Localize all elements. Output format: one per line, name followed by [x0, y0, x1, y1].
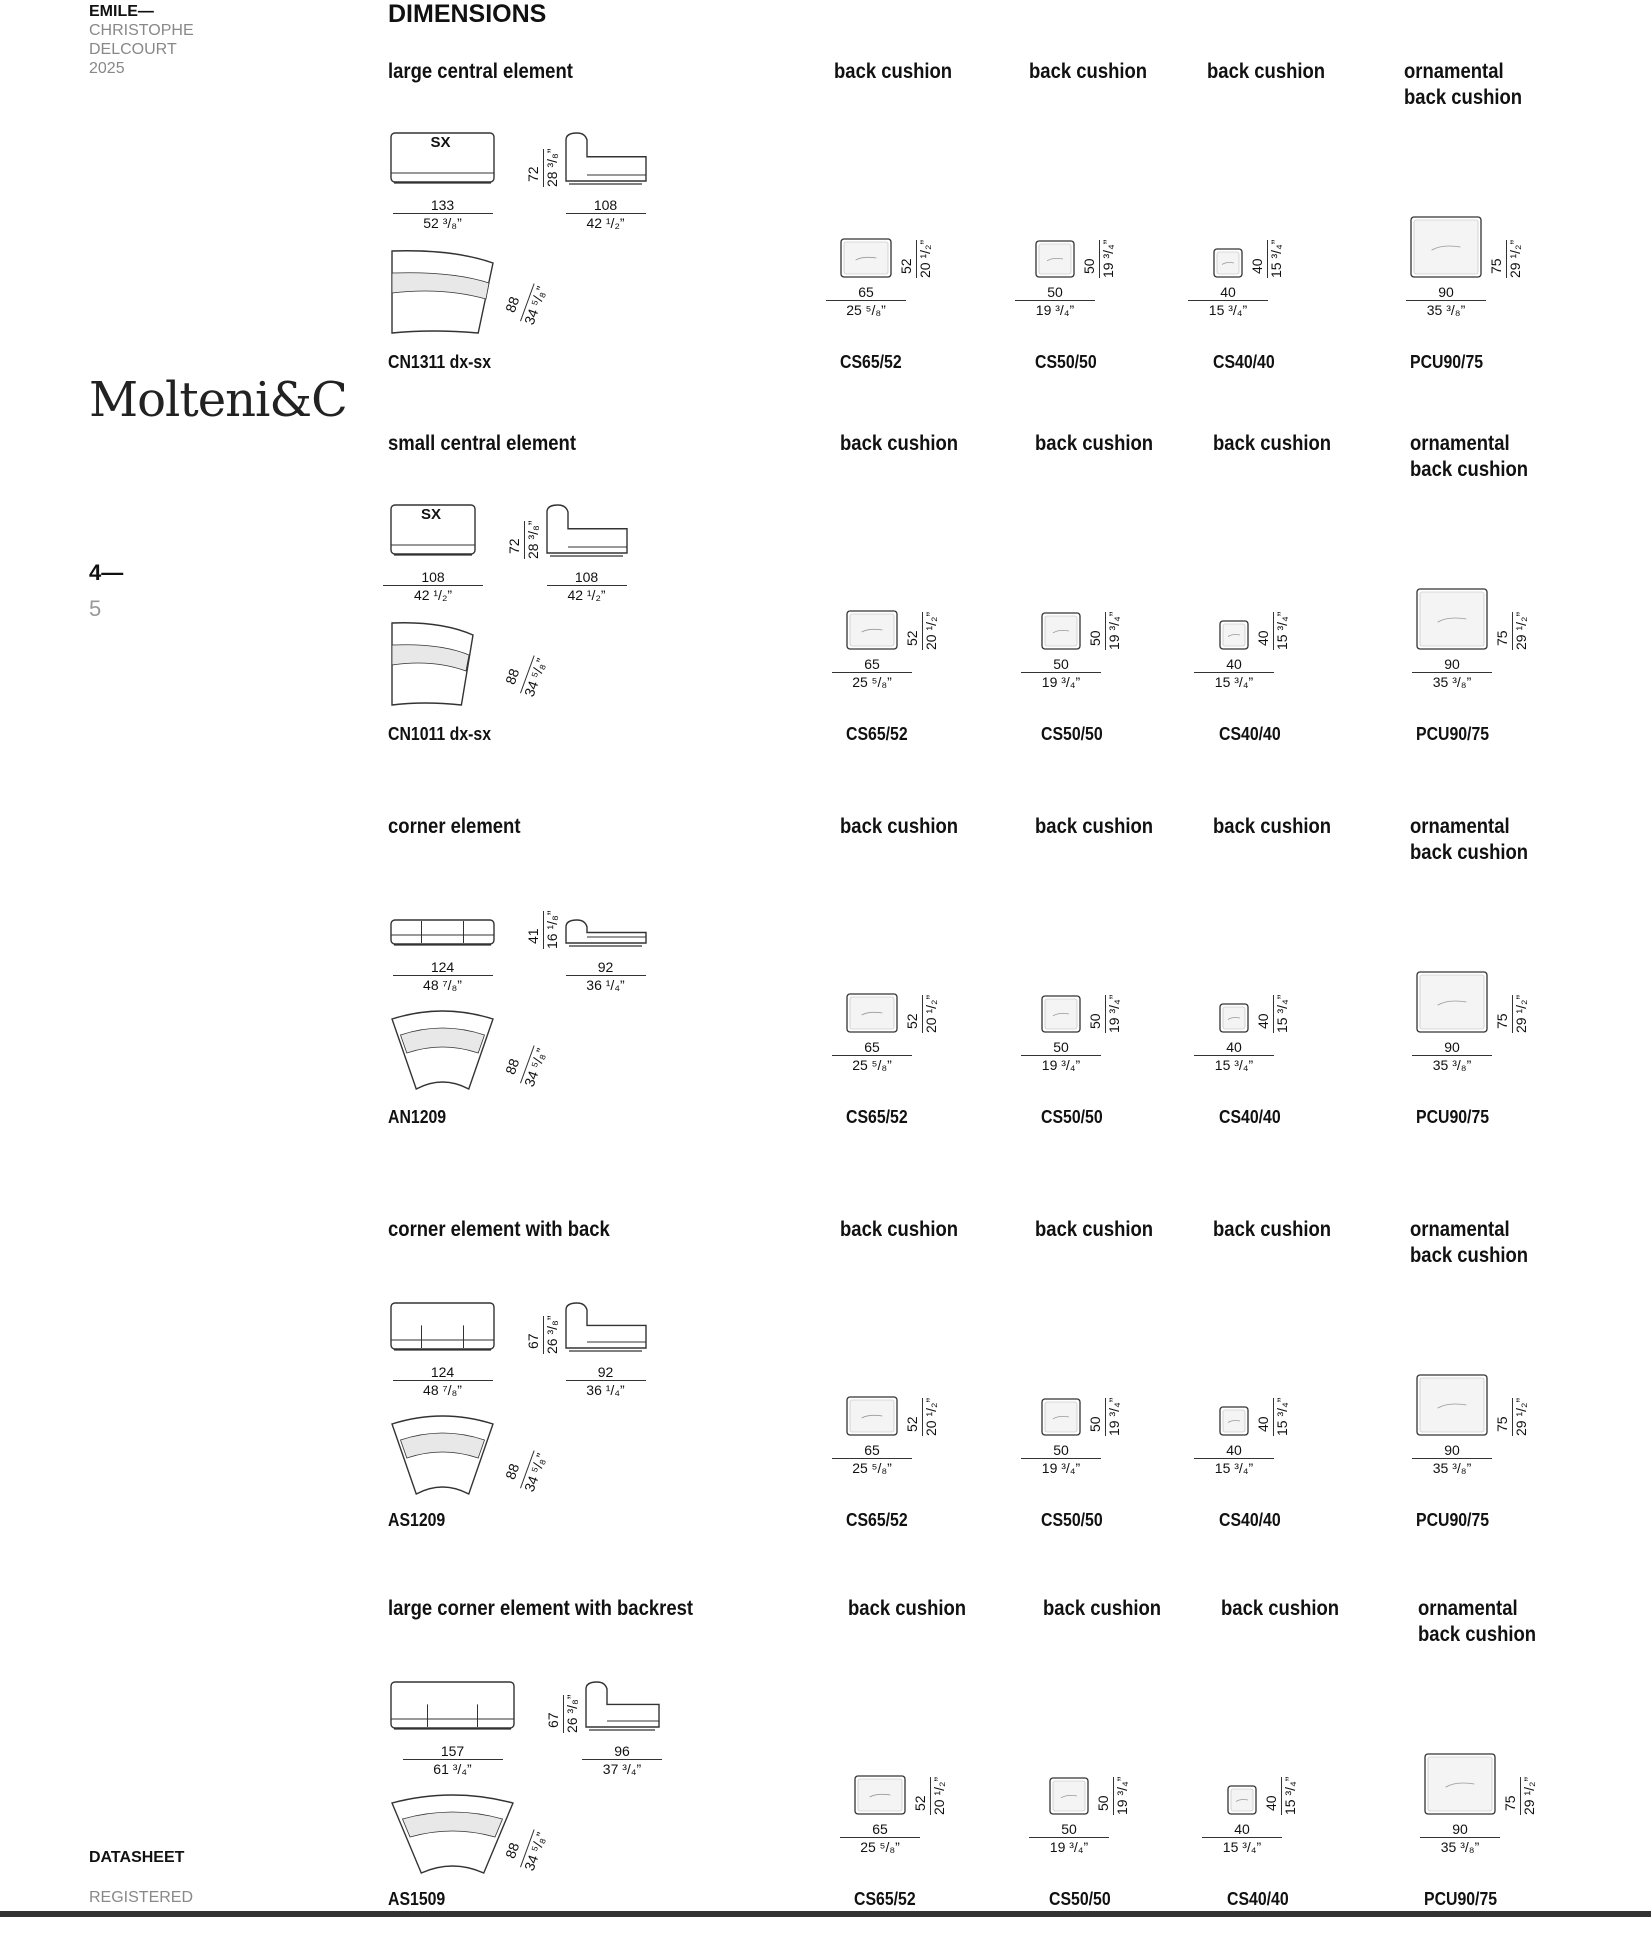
cushion-height-inches: 19 ³/₄”	[1114, 1776, 1130, 1815]
cushion-width: 40	[1226, 1039, 1242, 1055]
cushion-width: 50	[1047, 284, 1063, 300]
cushion-height-inches: 20 ¹/₂”	[923, 1397, 939, 1436]
cushion-code: CS65/52	[846, 1107, 908, 1127]
page-current: 4—	[89, 560, 124, 585]
cushion-height-inches: 20 ¹/₂”	[923, 611, 939, 650]
cushion-drawing	[1416, 971, 1488, 1033]
side-width: 108	[593, 197, 618, 213]
section-title: corner element	[388, 815, 521, 838]
page-next: 5	[89, 596, 102, 621]
depth-value: 88	[502, 1840, 523, 1861]
cushion-height-inches: 15 ³/₄”	[1274, 611, 1290, 650]
cushion-height: 52	[898, 258, 914, 274]
cushion-title-line1: ornamental	[1418, 1597, 1518, 1620]
cushion-width: 65	[872, 1821, 888, 1837]
front-width: 157	[440, 1743, 465, 1759]
cushion-height: 40	[1255, 1416, 1271, 1432]
sofa-side-view	[583, 1681, 661, 1733]
product-code: AS1509	[388, 1889, 446, 1909]
cushion-title: back cushion	[1213, 432, 1332, 455]
cushion-title-line2: back cushion	[1410, 458, 1529, 481]
designer-first-name: CHRISTOPHE	[89, 22, 194, 39]
cushion-width-inches: 15 ³/₄”	[1202, 1837, 1282, 1855]
cushion-height: 75	[1502, 1795, 1518, 1811]
registered-label: REGISTERED	[89, 1889, 194, 1906]
cushion-width-inches: 35 ³/₈”	[1412, 672, 1492, 690]
depth-value: 88	[502, 666, 523, 687]
cushion-title-line2: back cushion	[1404, 86, 1523, 109]
cushion-title-line1: ornamental	[1410, 1218, 1510, 1241]
cushion-code: PCU90/75	[1416, 724, 1490, 744]
height-value: 72	[525, 166, 541, 182]
cushion-drawing	[1213, 248, 1243, 278]
sofa-side-view	[563, 1302, 648, 1354]
height-inches: 28 ³/₈”	[525, 520, 541, 559]
cushion-width: 65	[864, 1442, 880, 1458]
cushion-width: 90	[1438, 284, 1454, 300]
cushion-drawing	[1219, 1406, 1249, 1436]
cushion-height: 40	[1263, 1795, 1279, 1811]
depth-inches: 34 ⁵/₈”	[520, 1451, 550, 1494]
cushion-height: 52	[904, 1416, 920, 1432]
cushion-height-inches: 29 ¹/₂”	[1521, 1776, 1537, 1815]
cushion-width: 65	[858, 284, 874, 300]
cushion-title-line2: back cushion	[1410, 841, 1529, 864]
cushion-height: 50	[1087, 1013, 1103, 1029]
side-width: 108	[574, 569, 599, 585]
cushion-code: PCU90/75	[1416, 1107, 1490, 1127]
cushion-drawing	[1424, 1753, 1496, 1815]
cushion-title: back cushion	[834, 60, 953, 83]
cushion-width: 50	[1053, 1442, 1069, 1458]
cushion-height-inches: 15 ³/₄”	[1282, 1776, 1298, 1815]
cushion-drawing	[1049, 1777, 1089, 1815]
cushion-title: back cushion	[1221, 1597, 1340, 1620]
height-inches: 26 ³/₈”	[544, 1315, 560, 1354]
cushion-drawing	[846, 993, 898, 1033]
cushion-height: 40	[1255, 630, 1271, 646]
cushion-width-inches: 19 ³/₄”	[1029, 1837, 1109, 1855]
cushion-title: back cushion	[1207, 60, 1326, 83]
front-width-inches: 52 ³/₈”	[393, 213, 493, 231]
cushion-width-inches: 25 ⁵/₈”	[826, 300, 906, 318]
cushion-title: back cushion	[1213, 815, 1332, 838]
front-width-inches: 42 ¹/₂”	[383, 585, 483, 603]
cushion-title: back cushion	[840, 815, 959, 838]
cushion-drawing	[840, 238, 892, 278]
cushion-code: CS40/40	[1213, 352, 1275, 372]
cushion-title: back cushion	[1035, 432, 1154, 455]
cushion-width-inches: 19 ³/₄”	[1021, 672, 1101, 690]
product-code: AS1209	[388, 1510, 446, 1530]
cushion-drawing	[1041, 995, 1081, 1033]
cushion-height-inches: 29 ¹/₂”	[1513, 994, 1529, 1033]
cushion-height: 50	[1087, 630, 1103, 646]
cushion-code: CS50/50	[1041, 1510, 1103, 1530]
collection-name: EMILE—	[89, 3, 154, 20]
side-width: 92	[597, 959, 614, 975]
side-label: SX	[430, 134, 451, 151]
section-3	[0, 815, 1651, 1175]
cushion-title: back cushion	[1035, 815, 1154, 838]
cushion-height-inches: 20 ¹/₂”	[917, 239, 933, 278]
cushion-drawing	[1219, 1003, 1249, 1033]
depth-value: 88	[502, 1461, 523, 1482]
cushion-width-inches: 15 ³/₄”	[1194, 1055, 1274, 1073]
cushion-width: 40	[1226, 656, 1242, 672]
depth-inches: 34 ⁵/₈”	[520, 1830, 550, 1873]
cushion-code: CS40/40	[1219, 724, 1281, 744]
cushion-width: 90	[1444, 656, 1460, 672]
cushion-drawing	[1227, 1785, 1257, 1815]
cushion-width: 50	[1061, 1821, 1077, 1837]
sofa-plan-view	[390, 249, 495, 335]
side-width-inches: 42 ¹/₂”	[547, 585, 627, 603]
cushion-width: 90	[1444, 1039, 1460, 1055]
front-width-inches: 48 ⁷/₈”	[393, 1380, 493, 1398]
cushion-height: 50	[1081, 258, 1097, 274]
height-inches: 16 ¹/₈”	[544, 910, 560, 949]
cushion-drawing	[1410, 216, 1482, 278]
cushion-height: 75	[1494, 1013, 1510, 1029]
section-title: large central element	[388, 60, 573, 83]
cushion-width-inches: 15 ³/₄”	[1188, 300, 1268, 318]
page-title: DIMENSIONS	[388, 0, 547, 28]
cushion-drawing	[1219, 620, 1249, 650]
brand-logo: Molteni&C	[89, 372, 347, 428]
cushion-code: PCU90/75	[1410, 352, 1484, 372]
cushion-width-inches: 19 ³/₄”	[1021, 1458, 1101, 1476]
sofa-plan-view	[390, 1795, 515, 1875]
side-width-inches: 36 ¹/₄”	[566, 975, 646, 993]
cushion-width-inches: 35 ³/₈”	[1420, 1837, 1500, 1855]
sofa-side-view	[563, 919, 648, 949]
cushion-code: CS65/52	[846, 724, 908, 744]
front-width-inches: 48 ⁷/₈”	[393, 975, 493, 993]
cushion-title-line2: back cushion	[1410, 1244, 1529, 1267]
cushion-width: 50	[1053, 656, 1069, 672]
height-value: 67	[545, 1712, 561, 1728]
cushion-width-inches: 35 ³/₈”	[1406, 300, 1486, 318]
cushion-width-inches: 35 ³/₈”	[1412, 1055, 1492, 1073]
section-1	[0, 60, 1651, 420]
sofa-front-view	[390, 1302, 495, 1354]
cushion-height-inches: 29 ¹/₂”	[1513, 1397, 1529, 1436]
cushion-code: CS50/50	[1041, 724, 1103, 744]
height-value: 41	[525, 928, 541, 944]
cushion-width: 65	[864, 656, 880, 672]
cushion-height: 75	[1494, 1416, 1510, 1432]
section-title: large corner element with backrest	[388, 1597, 694, 1620]
front-width: 108	[421, 569, 445, 585]
section-2	[0, 432, 1651, 792]
cushion-title: back cushion	[1029, 60, 1148, 83]
sofa-plan-view	[390, 621, 475, 707]
cushion-height: 40	[1249, 258, 1265, 274]
cushion-code: CS40/40	[1219, 1107, 1281, 1127]
cushion-height-inches: 29 ¹/₂”	[1513, 611, 1529, 650]
cushion-code: CS50/50	[1035, 352, 1097, 372]
product-code: CN1011 dx-sx	[388, 724, 492, 744]
cushion-drawing	[1416, 588, 1488, 650]
cushion-drawing	[854, 1775, 906, 1815]
depth-inches: 34 ⁵/₈”	[520, 284, 550, 327]
cushion-drawing	[1041, 1398, 1081, 1436]
collection-year: 2025	[89, 60, 125, 77]
cushion-width-inches: 25 ⁵/₈”	[840, 1837, 920, 1855]
cushion-code: CS40/40	[1219, 1510, 1281, 1530]
cushion-height-inches: 19 ³/₄”	[1106, 994, 1122, 1033]
cushion-width-inches: 19 ³/₄”	[1021, 1055, 1101, 1073]
cushion-width: 50	[1053, 1039, 1069, 1055]
cushion-width: 40	[1234, 1821, 1250, 1837]
cushion-code: PCU90/75	[1416, 1510, 1490, 1530]
sofa-side-view	[563, 132, 648, 187]
sofa-side-view	[544, 504, 629, 559]
cushion-code: CS65/52	[854, 1889, 916, 1909]
cushion-drawing	[1041, 612, 1081, 650]
cushion-width-inches: 19 ³/₄”	[1015, 300, 1095, 318]
cushion-title: back cushion	[848, 1597, 967, 1620]
sofa-plan-view	[390, 1011, 495, 1091]
side-width-inches: 36 ¹/₄”	[566, 1380, 646, 1398]
cushion-width-inches: 25 ⁵/₈”	[832, 672, 912, 690]
cushion-title: back cushion	[1213, 1218, 1332, 1241]
side-width-inches: 37 ³/₄”	[582, 1759, 662, 1777]
cushion-title: back cushion	[1043, 1597, 1162, 1620]
sofa-front-view	[390, 1681, 515, 1733]
cushion-height-inches: 29 ¹/₂”	[1507, 239, 1523, 278]
cushion-drawing	[1035, 240, 1075, 278]
cushion-height-inches: 19 ³/₄”	[1100, 239, 1116, 278]
height-inches: 26 ³/₈”	[564, 1694, 580, 1733]
designer-last-name: DELCOURT	[89, 41, 177, 58]
cushion-title: back cushion	[840, 432, 959, 455]
cushion-drawing	[846, 1396, 898, 1436]
cushion-height: 50	[1087, 1416, 1103, 1432]
front-width: 124	[430, 1364, 455, 1380]
side-width-inches: 42 ¹/₂”	[566, 213, 646, 231]
section-4	[0, 1218, 1651, 1578]
cushion-height-inches: 19 ³/₄”	[1106, 611, 1122, 650]
section-5	[0, 1597, 1651, 1957]
cushion-height-inches: 15 ³/₄”	[1274, 1397, 1290, 1436]
cushion-height: 40	[1255, 1013, 1271, 1029]
cushion-title-line1: ornamental	[1410, 815, 1510, 838]
cushion-title-line2: back cushion	[1418, 1623, 1537, 1646]
height-value: 72	[506, 538, 522, 554]
cushion-height: 50	[1095, 1795, 1111, 1811]
cushion-width: 40	[1226, 1442, 1242, 1458]
cushion-width: 40	[1220, 284, 1236, 300]
cushion-code: PCU90/75	[1424, 1889, 1498, 1909]
cushion-drawing	[846, 610, 898, 650]
cushion-width-inches: 25 ⁵/₈”	[832, 1458, 912, 1476]
section-title: corner element with back	[388, 1218, 610, 1241]
depth-value: 88	[502, 1056, 523, 1077]
depth-inches: 34 ⁵/₈”	[520, 1046, 550, 1089]
depth-value: 88	[502, 294, 523, 315]
side-width: 96	[614, 1743, 630, 1759]
cushion-width: 90	[1452, 1821, 1468, 1837]
cushion-height: 52	[912, 1795, 928, 1811]
cushion-height: 75	[1494, 630, 1510, 646]
sofa-plan-view	[390, 1416, 495, 1496]
cushion-width-inches: 25 ⁵/₈”	[832, 1055, 912, 1073]
height-inches: 28 ³/₈”	[544, 148, 560, 187]
cushion-title-line1: ornamental	[1404, 60, 1504, 83]
sofa-front-view	[390, 919, 495, 949]
cushion-height-inches: 19 ³/₄”	[1106, 1397, 1122, 1436]
cushion-code: CS40/40	[1227, 1889, 1289, 1909]
cushion-height: 52	[904, 1013, 920, 1029]
datasheet-label: DATASHEET	[89, 1849, 185, 1866]
product-code: CN1311 dx-sx	[388, 352, 492, 372]
cushion-title: back cushion	[1035, 1218, 1154, 1241]
cushion-code: CS65/52	[846, 1510, 908, 1530]
cushion-height-inches: 15 ³/₄”	[1274, 994, 1290, 1033]
cushion-width-inches: 15 ³/₄”	[1194, 1458, 1274, 1476]
cushion-width: 90	[1444, 1442, 1460, 1458]
cushion-title: back cushion	[840, 1218, 959, 1241]
product-code: AN1209	[388, 1107, 447, 1127]
height-value: 67	[525, 1333, 541, 1349]
cushion-width-inches: 35 ³/₈”	[1412, 1458, 1492, 1476]
depth-inches: 34 ⁵/₈”	[520, 656, 550, 699]
section-title: small central element	[388, 432, 576, 455]
side-width: 92	[597, 1364, 614, 1380]
cushion-width: 65	[864, 1039, 880, 1055]
cushion-drawing	[1416, 1374, 1488, 1436]
front-width-inches: 61 ³/₄”	[403, 1759, 503, 1777]
cushion-code: CS50/50	[1041, 1107, 1103, 1127]
cushion-height: 52	[904, 630, 920, 646]
cushion-height-inches: 20 ¹/₂”	[931, 1776, 947, 1815]
cushion-height: 75	[1488, 258, 1504, 274]
cushion-title-line1: ornamental	[1410, 432, 1510, 455]
cushion-height-inches: 20 ¹/₂”	[923, 994, 939, 1033]
cushion-width-inches: 15 ³/₄”	[1194, 672, 1274, 690]
side-label: SX	[421, 506, 442, 523]
cushion-height-inches: 15 ³/₄”	[1268, 239, 1284, 278]
front-width: 124	[430, 959, 455, 975]
front-width: 133	[430, 197, 455, 213]
cushion-code: CS65/52	[840, 352, 902, 372]
cushion-code: CS50/50	[1049, 1889, 1111, 1909]
